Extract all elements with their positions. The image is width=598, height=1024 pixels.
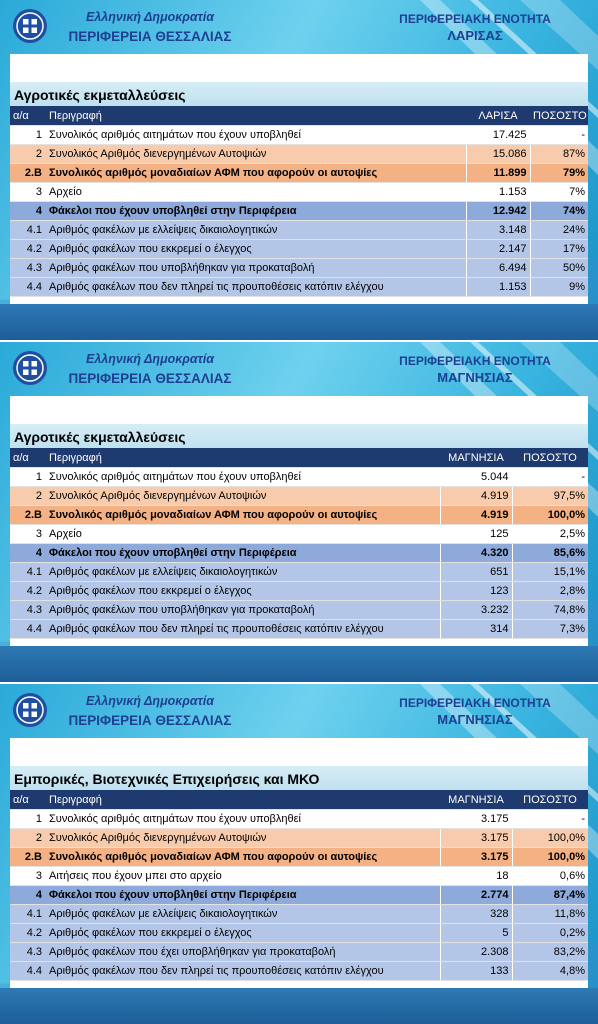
row-percent: 0,6% [512, 867, 588, 886]
row-number: 2 [10, 829, 46, 848]
row-description: Αριθμός φακέλων που δεν πληρεί τις προυποθέσεις κατόπιν ελέγχου [46, 962, 440, 981]
row-value: 4.919 [440, 506, 512, 525]
table-row [10, 924, 588, 943]
row-value: 3.175 [440, 810, 512, 829]
row-number: 3 [10, 525, 46, 544]
header-unit-label: ΠΕΡΙΦΕΡΕΙΑΚΗ ΕΝΟΤΗΤΑ [399, 12, 551, 26]
slide-larisa [0, 0, 598, 340]
row-description: Συνολικός αριθμός αιτημάτων που έχουν υποβληθεί [46, 810, 440, 829]
col-region: ΛΑΡΙΣΑ [466, 107, 530, 126]
row-number: 4 [10, 202, 46, 221]
data-panel [10, 738, 588, 988]
col-aa: α/α [10, 791, 46, 810]
row-value: 651 [440, 563, 512, 582]
slide-footer [0, 646, 598, 682]
row-value: 5 [440, 924, 512, 943]
row-number: 4.2 [10, 924, 46, 943]
col-percent: ΠΟΣΟΣΤΟ [512, 449, 588, 468]
row-description: Αριθμός φακέλων με ελλείψεις δικαιολογητικών [46, 563, 440, 582]
table-row [10, 525, 588, 544]
table-body [10, 468, 588, 639]
row-description: Αριθμός φακέλων που δεν πληρεί τις προυποθέσεις κατόπιν ελέγχου [46, 278, 466, 297]
col-percent: ΠΟΣΟΣΤΟ [530, 107, 588, 126]
row-number: 4.2 [10, 240, 46, 259]
table-row [10, 810, 588, 829]
section-title: Αγροτικές εκμεταλλεύσεις [10, 82, 588, 107]
table-row [10, 506, 588, 525]
slide-magnisia-agri [0, 342, 598, 682]
table-row [10, 259, 588, 278]
row-percent: 87,4% [512, 886, 588, 905]
row-percent: 9% [530, 278, 588, 297]
row-percent: 100,0% [512, 848, 588, 867]
row-description: Αρχείο [46, 183, 466, 202]
slide-footer [0, 988, 598, 1024]
col-region: ΜΑΓΝΗΣΙΑ [440, 791, 512, 810]
table-row [10, 202, 588, 221]
row-description: Αιτήσεις που έχουν μπει στο αρχείο [46, 867, 440, 886]
row-description: Συνολικός αριθμός μοναδιαίων ΑΦΜ που αφορούν οι αυτοψίες [46, 164, 466, 183]
row-value: 125 [440, 525, 512, 544]
header-country: Ελληνική Δημοκρατία [86, 10, 214, 24]
stats-table [10, 449, 588, 639]
row-percent: 0,2% [512, 924, 588, 943]
row-description: Συνολικός αριθμός μοναδιαίων ΑΦΜ που αφορούν οι αυτοψίες [46, 848, 440, 867]
row-description: Αριθμός φακέλων που εκκρεμεί ο έλεγχος [46, 240, 466, 259]
row-value: 17.425 [466, 126, 530, 145]
header-region: ΠΕΡΙΦΕΡΕΙΑ ΘΕΣΣΑΛΙΑΣ [68, 713, 232, 728]
header-region: ΠΕΡΙΦΕΡΕΙΑ ΘΕΣΣΑΛΙΑΣ [68, 371, 232, 386]
table-row [10, 145, 588, 164]
row-description: Αριθμός φακέλων που δεν πληρεί τις προυποθέσεις κατόπιν ελέγχου [46, 620, 440, 639]
table-body [10, 126, 588, 297]
header-unit-label: ΠΕΡΙΦΕΡΕΙΑΚΗ ΕΝΟΤΗΤΑ [399, 354, 551, 368]
table-header-row [10, 449, 588, 468]
row-description: Φάκελοι που έχουν υποβληθεί στην Περιφέρεια [46, 886, 440, 905]
data-panel [10, 396, 588, 646]
col-description: Περιγραφή [46, 449, 440, 468]
row-description: Αριθμός φακέλων που υποβλήθηκαν για προκαταβολή [46, 259, 466, 278]
header-country: Ελληνική Δημοκρατία [86, 352, 214, 366]
row-value: 5.044 [440, 468, 512, 487]
header-region: ΠΕΡΙΦΕΡΕΙΑ ΘΕΣΣΑΛΙΑΣ [68, 29, 232, 44]
row-number: 2.Β [10, 164, 46, 183]
row-value: 1.153 [466, 278, 530, 297]
row-percent: 17% [530, 240, 588, 259]
row-percent: 87% [530, 145, 588, 164]
row-description: Αριθμός φακέλων που υποβλήθηκαν για προκαταβολή [46, 601, 440, 620]
table-row [10, 164, 588, 183]
row-number: 2 [10, 487, 46, 506]
header-unit-name: ΜΑΓΝΗΣΙΑΣ [437, 370, 513, 385]
table-row [10, 905, 588, 924]
col-aa: α/α [10, 107, 46, 126]
table-header-row [10, 107, 588, 126]
header-country: Ελληνική Δημοκρατία [86, 694, 214, 708]
row-description: Αρχείο [46, 525, 440, 544]
row-value: 6.494 [466, 259, 530, 278]
row-percent: 50% [530, 259, 588, 278]
table-row [10, 867, 588, 886]
row-number: 4.4 [10, 278, 46, 297]
table-row [10, 943, 588, 962]
row-value: 3.232 [440, 601, 512, 620]
row-description: Συνολικός Αριθμός διενεργημένων Αυτοψιών [46, 829, 440, 848]
row-value: 4.919 [440, 487, 512, 506]
row-number: 4.2 [10, 582, 46, 601]
row-value: 1.153 [466, 183, 530, 202]
row-value: 2.774 [440, 886, 512, 905]
row-description: Αριθμός φακέλων που εκκρεμεί ο έλεγχος [46, 924, 440, 943]
stats-table [10, 791, 588, 981]
table-row [10, 886, 588, 905]
row-description: Συνολικός αριθμός μοναδιαίων ΑΦΜ που αφορούν οι αυτοψίες [46, 506, 440, 525]
row-percent: 83,2% [512, 943, 588, 962]
table-row [10, 829, 588, 848]
row-percent: 7% [530, 183, 588, 202]
row-number: 1 [10, 468, 46, 487]
row-number: 4.1 [10, 221, 46, 240]
row-description: Φάκελοι που έχουν υποβληθεί στην Περιφέρεια [46, 202, 466, 221]
row-value: 3.148 [466, 221, 530, 240]
row-description: Συνολικός αριθμός αιτημάτων που έχουν υποβληθεί [46, 126, 466, 145]
row-number: 4.1 [10, 563, 46, 582]
row-percent: 4,8% [512, 962, 588, 981]
row-number: 4.4 [10, 620, 46, 639]
table-row [10, 221, 588, 240]
header-unit-name: ΛΑΡΙΣΑΣ [447, 28, 503, 43]
row-value: 3.175 [440, 829, 512, 848]
row-number: 2.Β [10, 506, 46, 525]
table-row [10, 848, 588, 867]
row-value: 18 [440, 867, 512, 886]
header-unit-label: ΠΕΡΙΦΕΡΕΙΑΚΗ ΕΝΟΤΗΤΑ [399, 696, 551, 710]
row-percent: 85,6% [512, 544, 588, 563]
stats-table [10, 107, 588, 297]
table-row [10, 620, 588, 639]
row-percent: - [512, 810, 588, 829]
row-percent: - [530, 126, 588, 145]
row-value: 328 [440, 905, 512, 924]
row-number: 4.4 [10, 962, 46, 981]
section-title: Εμπορικές, Βιοτεχνικές Επιχειρήσεις και ΜΚΟ [10, 766, 588, 791]
row-number: 3 [10, 183, 46, 202]
row-number: 2 [10, 145, 46, 164]
row-percent: 7,3% [512, 620, 588, 639]
row-number: 4.3 [10, 943, 46, 962]
table-row [10, 183, 588, 202]
row-description: Φάκελοι που έχουν υποβληθεί στην Περιφέρεια [46, 544, 440, 563]
row-percent: 2,5% [512, 525, 588, 544]
row-value: 123 [440, 582, 512, 601]
row-percent: 74% [530, 202, 588, 221]
row-value: 2.308 [440, 943, 512, 962]
col-percent: ΠΟΣΟΣΤΟ [512, 791, 588, 810]
row-number: 3 [10, 867, 46, 886]
section-title: Αγροτικές εκμεταλλεύσεις [10, 424, 588, 449]
row-description: Αριθμός φακέλων με ελλείψεις δικαιολογητικών [46, 905, 440, 924]
table-body [10, 810, 588, 981]
row-number: 4.3 [10, 601, 46, 620]
row-number: 2.Β [10, 848, 46, 867]
row-number: 4.1 [10, 905, 46, 924]
table-row [10, 278, 588, 297]
row-value: 4.320 [440, 544, 512, 563]
row-number: 1 [10, 126, 46, 145]
col-aa: α/α [10, 449, 46, 468]
row-percent: 97,5% [512, 487, 588, 506]
row-description: Αριθμός φακέλων που έχει υποβλήθηκαν για προκαταβολή [46, 943, 440, 962]
row-percent: 2,8% [512, 582, 588, 601]
table-row [10, 240, 588, 259]
row-value: 314 [440, 620, 512, 639]
table-row [10, 582, 588, 601]
table-row [10, 544, 588, 563]
col-region: ΜΑΓΝΗΣΙΑ [440, 449, 512, 468]
row-value: 12.942 [466, 202, 530, 221]
row-percent: 11,8% [512, 905, 588, 924]
row-percent: 24% [530, 221, 588, 240]
row-percent: 100,0% [512, 506, 588, 525]
row-number: 4.3 [10, 259, 46, 278]
row-value: 11.899 [466, 164, 530, 183]
slide-magnisia-business [0, 684, 598, 1024]
row-percent: - [512, 468, 588, 487]
table-row [10, 601, 588, 620]
row-description: Συνολικός Αριθμός διενεργημένων Αυτοψιών [46, 487, 440, 506]
row-number: 1 [10, 810, 46, 829]
col-description: Περιγραφή [46, 107, 466, 126]
row-value: 3.175 [440, 848, 512, 867]
row-number: 4 [10, 544, 46, 563]
row-value: 2.147 [466, 240, 530, 259]
row-number: 4 [10, 886, 46, 905]
row-percent: 100,0% [512, 829, 588, 848]
header-unit-name: ΜΑΓΝΗΣΙΑΣ [437, 712, 513, 727]
col-description: Περιγραφή [46, 791, 440, 810]
row-description: Αριθμός φακέλων που εκκρεμεί ο έλεγχος [46, 582, 440, 601]
table-row [10, 126, 588, 145]
row-percent: 79% [530, 164, 588, 183]
table-row [10, 563, 588, 582]
row-description: Συνολικός Αριθμός διενεργημένων Αυτοψιών [46, 145, 466, 164]
data-panel [10, 54, 588, 304]
table-header-row [10, 791, 588, 810]
row-value: 133 [440, 962, 512, 981]
slide-footer [0, 304, 598, 340]
row-percent: 74,8% [512, 601, 588, 620]
row-value: 15.086 [466, 145, 530, 164]
row-percent: 15,1% [512, 563, 588, 582]
row-description: Αριθμός φακέλων με ελλείψεις δικαιολογητικών [46, 221, 466, 240]
table-row [10, 487, 588, 506]
table-row [10, 962, 588, 981]
row-description: Συνολικός αριθμός αιτημάτων που έχουν υποβληθεί [46, 468, 440, 487]
table-row [10, 468, 588, 487]
